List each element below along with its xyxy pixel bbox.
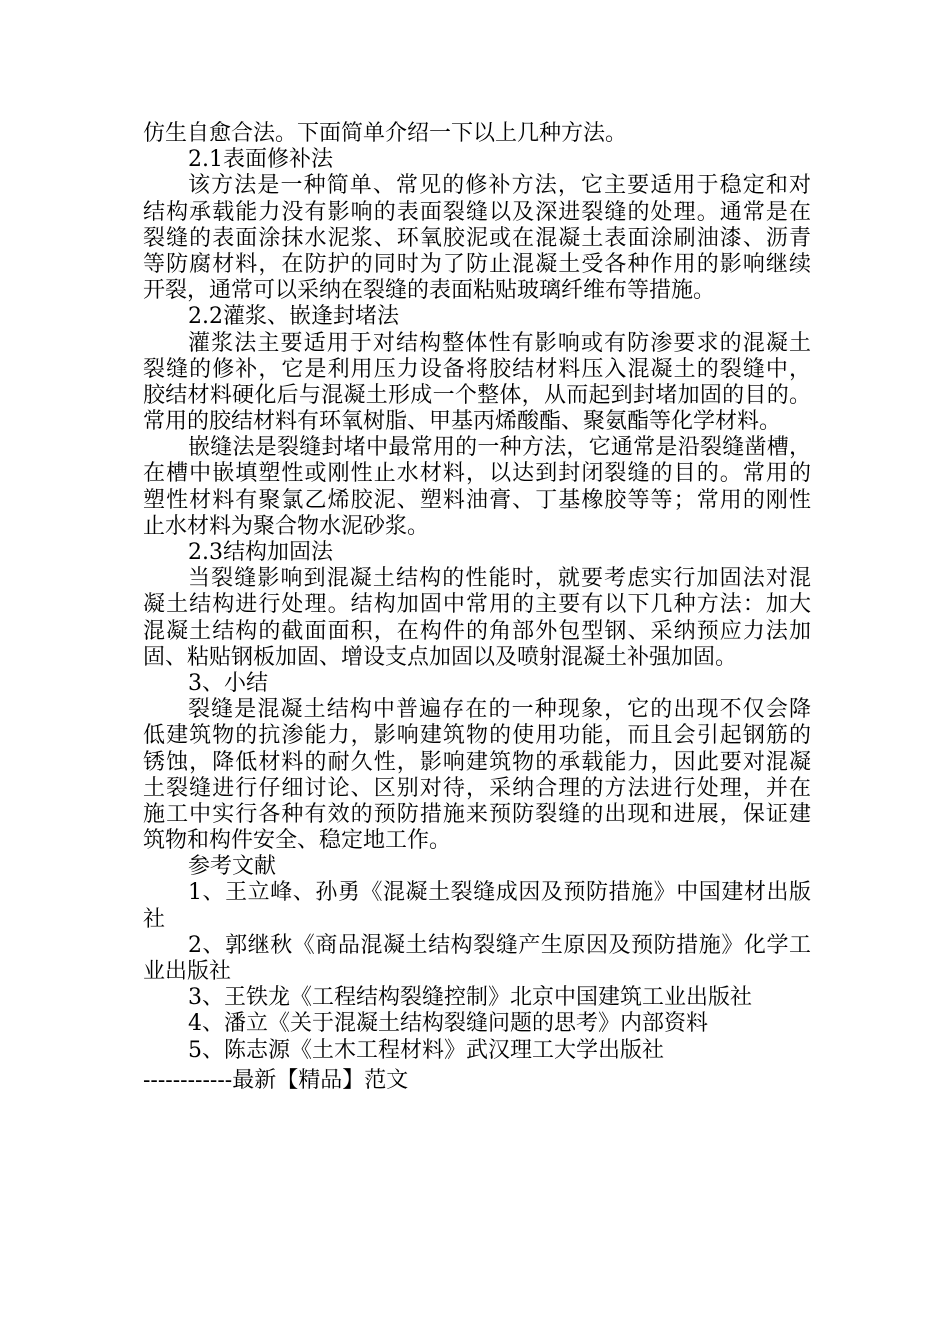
text-line: 在槽中嵌填塑性或刚性止水材料，以达到封闭裂缝的目的。常用的 [143, 461, 811, 487]
text-line: 裂缝的修补，它是利用压力设备将胶结材料压入混凝土的裂缝中， [143, 356, 811, 382]
page-footer: ------------最新【精品】范文 [143, 1068, 409, 1093]
text-line: 1、王立峰、孙勇《混凝土裂缝成因及预防措施》中国建材出版 [188, 880, 811, 906]
text-line: 2.1表面修补法 [188, 147, 333, 173]
text-line: 塑性材料有聚氯乙烯胶泥、塑料油膏、丁基橡胶等等；常用的刚性 [143, 487, 811, 513]
text-line: 4、潘立《关于混凝土结构裂缝问题的思考》内部资料 [188, 1011, 708, 1037]
text-line: 灌浆法主要适用于对结构整体性有影响或有防渗要求的混凝土 [188, 330, 811, 356]
text-line: 嵌缝法是裂缝封堵中最常用的一种方法，它通常是沿裂缝凿槽， [188, 435, 811, 461]
text-line: 裂缝是混凝土结构中普遍存在的一种现象，它的出现不仅会降 [188, 697, 811, 723]
text-line: 胶结材料硬化后与混凝土形成一个整体，从而起到封堵加固的目的。 [143, 382, 811, 408]
text-line: 裂缝的表面涂抹水泥浆、环氧胶泥或在混凝土表面涂刷油漆、沥青 [143, 225, 811, 251]
document-body [143, 121, 811, 1064]
text-line: 施工中实行各种有效的预防措施来预防裂缝的出现和进展，保证建 [143, 801, 811, 827]
text-line: 5、陈志源《土木工程材料》武汉理工大学出版社 [188, 1037, 664, 1063]
text-line: 业出版社 [143, 959, 232, 984]
text-line: 混凝土结构的截面面积，在构件的角部外包型钢、采纳预应力法加 [143, 618, 811, 644]
text-line: 3、王铁龙《工程结构裂缝控制》北京中国建筑工业出版社 [188, 985, 752, 1011]
text-line: 止水材料为聚合物水泥砂浆。 [143, 513, 430, 539]
text-line: 开裂，通常可以采纳在裂缝的表面粘贴玻璃纤维布等措施。 [143, 278, 716, 304]
text-line: 土裂缝进行仔细讨论、区别对待，采纳合理的方法进行处理，并在 [143, 775, 811, 801]
text-line: 低建筑物的抗渗能力，影响建筑物的使用功能，而且会引起钢筋的 [143, 723, 811, 749]
text-line: 等防腐材料，在防护的同时为了防止混凝土受各种作用的影响继续 [143, 251, 811, 277]
text-line: 锈蚀，降低材料的耐久性，影响建筑物的承载能力，因此要对混凝 [143, 749, 811, 775]
text-line: 参考文献 [188, 854, 277, 880]
text-line: 仿生自愈合法。下面简单介绍一下以上几种方法。 [143, 121, 628, 146]
text-line: 筑物和构件安全、稳定地工作。 [143, 828, 452, 854]
text-line: 社 [143, 906, 166, 932]
text-line: 该方法是一种简单、常见的修补方法，它主要适用于稳定和对 [188, 173, 811, 199]
text-line: 当裂缝影响到混凝土结构的性能时，就要考虑实行加固法对混 [188, 566, 811, 592]
text-line: 2、郭继秋《商品混凝土结构裂缝产生原因及预防措施》化学工 [188, 932, 811, 958]
text-line: 常用的胶结材料有环氧树脂、甲基丙烯酸酯、聚氨酯等化学材料。 [143, 409, 782, 435]
text-line: 2.3结构加固法 [188, 540, 333, 565]
text-line: 结构承载能力没有影响的表面裂缝以及深进裂缝的处理。通常是在 [143, 199, 811, 225]
text-line: 凝土结构进行处理。结构加固中常用的主要有以下几种方法：加大 [143, 592, 811, 618]
text-line: 固、粘贴钢板加固、增设支点加固以及喷射混凝土补强加固。 [143, 644, 738, 670]
text-line: 2.2灌浆、嵌逢封堵法 [188, 304, 399, 330]
text-line: 3、小结 [188, 670, 268, 696]
